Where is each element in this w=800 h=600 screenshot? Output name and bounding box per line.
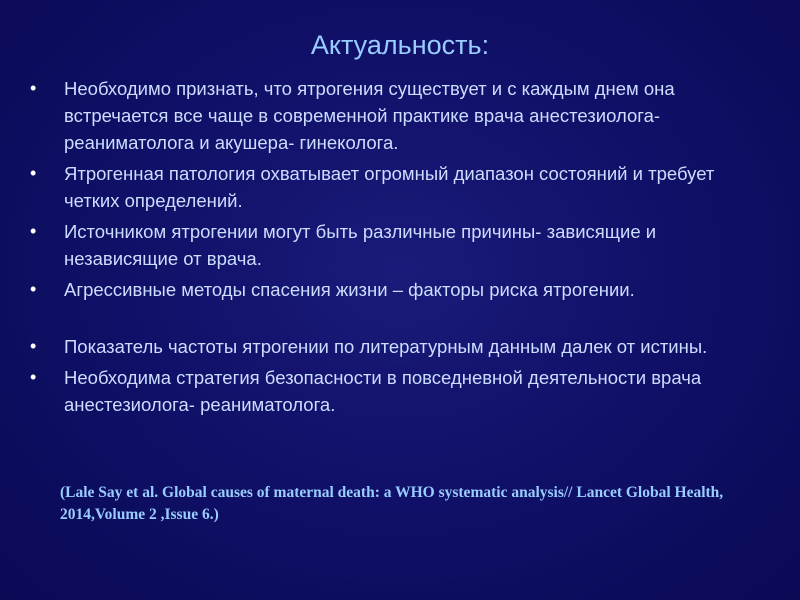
bullet-item-3 [30,218,770,272]
bullet-dot-icon: • [30,336,37,356]
bullet-text-6: Необходима стратегия безопасности в повседневной деятельности врача анестезиолога- реаниматолога. [64,367,702,415]
bullet-item-6 [30,364,770,418]
bullet-dot-icon: • [30,279,37,299]
bullet-text-4: Агрессивные методы спасения жизни – факторы риска ятрогении. [64,279,635,300]
bullet-dot-icon: • [30,221,37,241]
bullet-dot-icon: • [30,163,37,183]
bullet-item-5 [30,333,770,360]
bullet-dot-icon: • [30,367,37,387]
bullet-dot-icon: • [30,78,37,98]
bullet-item-4 [30,276,770,303]
bullet-item-1 [30,75,770,156]
bullet-text-5: Показатель частоты ятрогении по литературным данным далек от истины. [64,336,708,357]
slide-title: Актуальность: [310,30,490,60]
reference-citation: (Lale Say et al. Global causes of maternal death: a WHO systematic analysis// Lancet Global Health, 2014,Volume 2 ,Issue 6.) [60,484,724,523]
bullet-text-1: Необходимо признать, что ятрогения существует и с каждым днем она встречается все чаще в современной практике врача анестезиолога-реаниматолога и акушера- гинеколога. [64,78,675,153]
bullet-text-2: Ятрогенная патология охватывает огромный диапазон состояний и требует четких определений. [64,163,715,211]
bullet-text-3: Источником ятрогении могут быть различные причины- зависящие и независящие от врача. [64,221,657,269]
bullet-item-2 [30,160,770,214]
bullet-list [30,75,770,422]
